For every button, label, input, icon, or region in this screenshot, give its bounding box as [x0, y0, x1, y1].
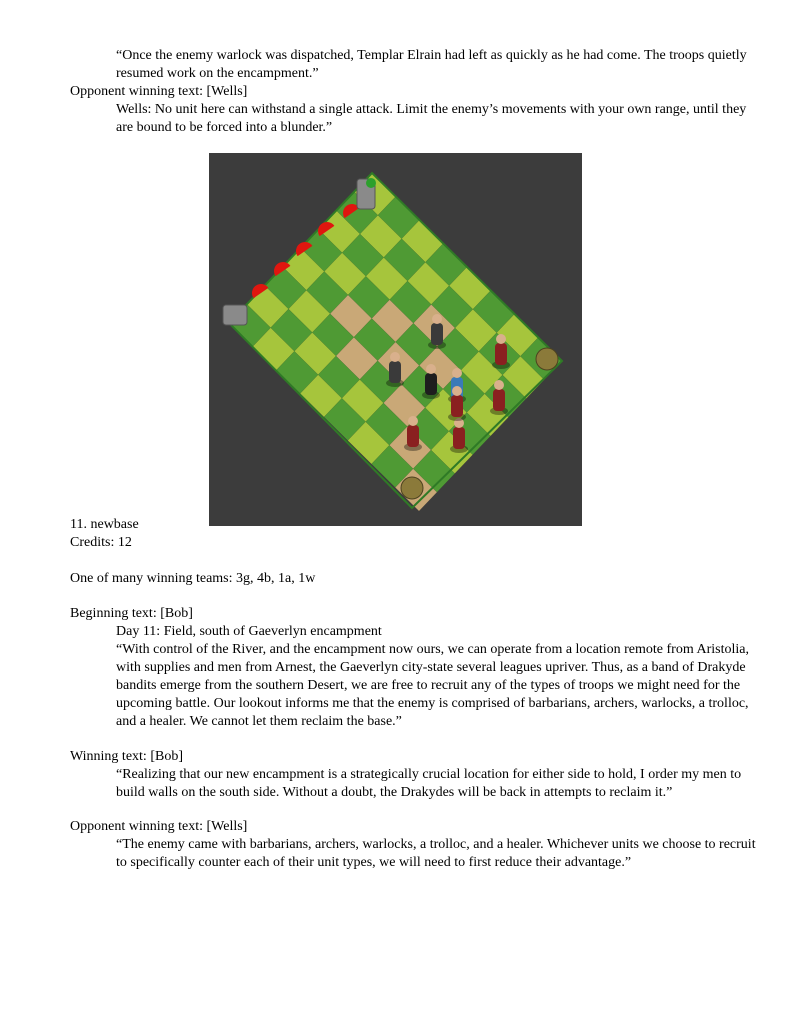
day-line: Day 11: Field, south of Gaeverlyn encampment: [116, 624, 382, 639]
unit-head: [496, 334, 506, 344]
winning-text-label: Winning text: [Bob]: [70, 749, 183, 764]
game-map-screenshot: [209, 153, 582, 526]
unit-head: [408, 416, 418, 426]
opponent-winning-label: Opponent winning text: [Wells]: [70, 84, 248, 99]
green-marker: [366, 178, 376, 188]
opponent-winning-label-2: Opponent winning text: [Wells]: [70, 819, 248, 834]
unit-figure: [431, 323, 443, 345]
isometric-board: [209, 153, 582, 526]
unit-head: [426, 364, 436, 374]
unit-figure: [389, 361, 401, 383]
unit-figure: [451, 395, 463, 417]
unit-head: [452, 386, 462, 396]
opponent-quote-2: “The enemy came with barbarians, archers, warlocks, a trolloc, and a healer. Whichever units we choose to recruit to specifically counter each of their unit types, we will need to first reduce their advantage.”: [116, 837, 756, 870]
unit-figure: [407, 425, 419, 447]
unit-head: [390, 352, 400, 362]
bush-icon: [536, 348, 558, 370]
wells-quote: Wells: No unit here can withstand a single attack. Limit the enemy’s movements with your own range, until they are bound to be forced into a blunder.”: [116, 102, 747, 135]
winning-quote: “Realizing that our new encampment is a strategically crucial location for either side to hold, I order my men to build walls on the south side. Without a doubt, the Drakydes will be back in attempts to reclaim it.”: [116, 767, 742, 800]
quote-templar-elrain: “Once the enemy warlock was dispatched, Templar Elrain had left as quickly as he had come. The troops quietly resumed work on the encampment.”: [116, 48, 747, 81]
unit-figure: [425, 373, 437, 395]
unit-figure: [493, 389, 505, 411]
beginning-quote: “With control of the River, and the encampment now ours, we can operate from a location remote from Aristolia, with supplies and men from Arnest, the Gaeverlyn city-state several leagues upriver. Thus, as a band of Drakyde bandits emerge from the southern Desert, we are free to recruit any of the types of troops we might need for the upcoming battle. Our lookout informs me that the enemy is comprised of barbarians, archers, warlocks, a trolloc, and a healer. We cannot let them reclaim the base.”: [116, 642, 749, 729]
unit-head: [452, 368, 462, 378]
unit-figure: [453, 427, 465, 449]
unit-head: [432, 314, 442, 324]
bush-icon: [401, 477, 423, 499]
credits: Credits: 12: [70, 535, 132, 550]
beginning-text-label: Beginning text: [Bob]: [70, 606, 193, 621]
winning-teams: One of many winning teams: 3g, 4b, 1a, 1w: [70, 571, 316, 586]
unit-figure: [495, 343, 507, 365]
level-title: 11. newbase: [70, 517, 139, 532]
unit-head: [494, 380, 504, 390]
stone-wall: [223, 305, 247, 325]
